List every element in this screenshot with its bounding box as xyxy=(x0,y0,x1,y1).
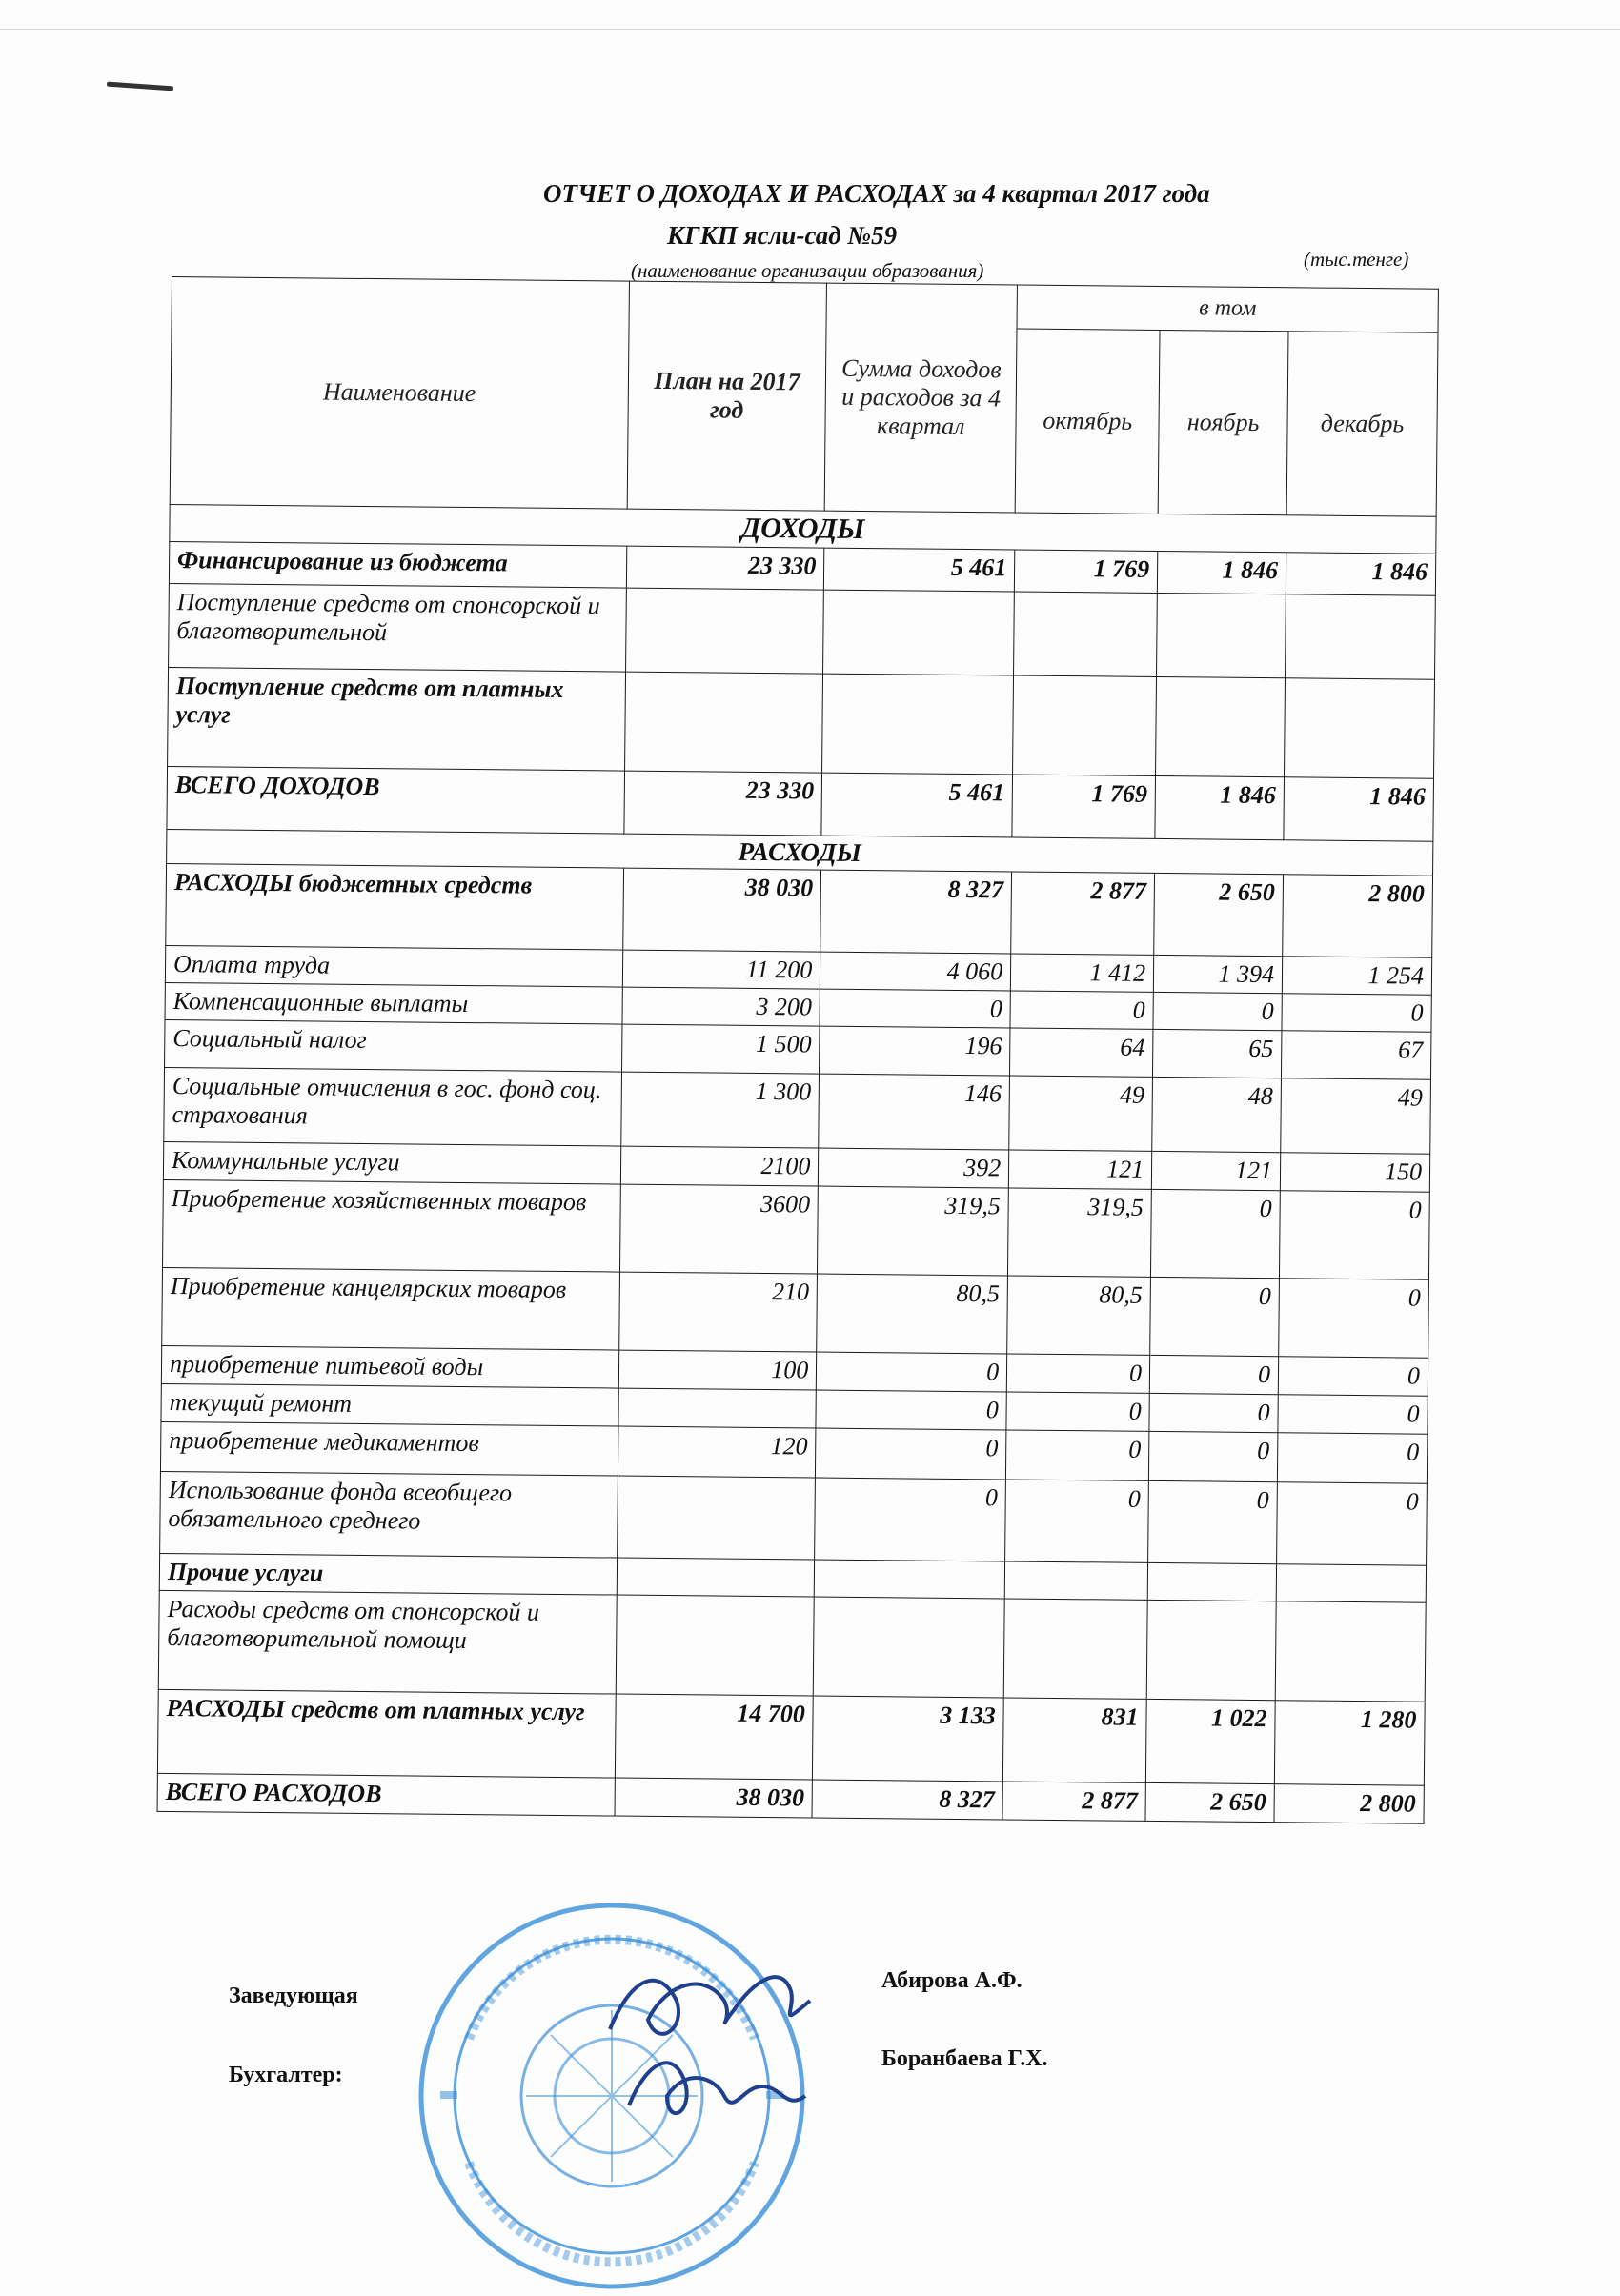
cell-dec: 0 xyxy=(1278,1395,1428,1435)
row-label: приобретение медикаментов xyxy=(160,1421,618,1476)
cell-dec xyxy=(1276,1564,1426,1603)
cell-sum: 146 xyxy=(819,1074,1010,1150)
cell-dec: 2 800 xyxy=(1274,1784,1424,1824)
cell-plan: 11 200 xyxy=(622,950,820,989)
cell-oct: 2 877 xyxy=(1002,1782,1145,1821)
cell-oct: 80,5 xyxy=(1007,1276,1151,1355)
cell-dec: 67 xyxy=(1282,1031,1431,1080)
cell-oct: 319,5 xyxy=(1008,1188,1152,1277)
cell-oct: 121 xyxy=(1009,1150,1152,1189)
cell-oct xyxy=(1014,592,1158,676)
cell-oct: 0 xyxy=(1010,991,1153,1029)
org-caption: (наименование организации образования) xyxy=(631,259,984,282)
table-row xyxy=(166,863,1433,957)
cell-dec: 1 280 xyxy=(1274,1701,1425,1786)
row-label: Расходы средств от спонсорской и благотворительной помощи xyxy=(158,1590,617,1694)
cell-oct: 0 xyxy=(1006,1392,1149,1431)
section-income-title: ДОХОДЫ xyxy=(170,504,1436,554)
table-row xyxy=(160,1471,1428,1565)
cell-dec: 0 xyxy=(1278,1357,1428,1397)
title-line1: ОТЧЕТ О ДОХОДАХ И РАСХОДАХ за 4 квартал 2017 года xyxy=(543,179,1210,208)
cell-sum xyxy=(815,1560,1005,1599)
cell-sum: 0 xyxy=(816,1390,1006,1430)
expense-rows xyxy=(157,863,1432,1823)
cell-plan: 23 330 xyxy=(623,771,821,836)
pen-mark xyxy=(107,82,173,91)
accountant-label: Бухгалтер: xyxy=(229,2063,343,2087)
cell-plan: 3600 xyxy=(619,1184,819,1274)
row-label: Использование фонда всеобщего обязательного среднего xyxy=(160,1471,618,1558)
cell-plan xyxy=(624,672,823,773)
table-row xyxy=(158,1590,1426,1702)
cell-nov: 0 xyxy=(1149,1355,1278,1394)
cell-oct: 0 xyxy=(1005,1480,1149,1562)
cell-sum: 0 xyxy=(816,1428,1006,1480)
section-expenses-title: РАСХОДЫ xyxy=(167,829,1433,876)
row-label: Поступление средств от платных услуг xyxy=(168,667,626,771)
row-label: Оплата труда xyxy=(165,945,622,987)
row-label: ВСЕГО РАСХОДОВ xyxy=(157,1773,615,1816)
cell-dec: 0 xyxy=(1279,1191,1429,1280)
row-label: приобретение питьевой воды xyxy=(161,1345,618,1388)
scan-edge xyxy=(0,29,1620,30)
header-sum: Сумма доходов и расходов за 4 квартал xyxy=(825,283,1018,513)
cell-nov: 0 xyxy=(1149,1393,1278,1432)
table-row xyxy=(162,1267,1429,1358)
cell-nov: 0 xyxy=(1149,1431,1278,1481)
header-dec: декабрь xyxy=(1286,331,1438,516)
cell-dec: 1 254 xyxy=(1282,957,1431,996)
header-nov: ноябрь xyxy=(1158,330,1288,515)
cell-plan: 100 xyxy=(618,1350,817,1390)
signatures-drawing xyxy=(591,1944,820,2163)
cell-oct: 1 769 xyxy=(1015,550,1158,593)
cell-plan: 2100 xyxy=(620,1146,819,1186)
cell-oct xyxy=(1004,1561,1147,1600)
cell-oct: 64 xyxy=(1010,1028,1153,1077)
cell-nov: 48 xyxy=(1152,1077,1282,1152)
row-label: текущий ремонт xyxy=(161,1383,618,1426)
header-plan: План на 2017 год xyxy=(627,281,827,511)
cell-sum: 392 xyxy=(819,1148,1009,1188)
cell-plan: 23 330 xyxy=(626,546,824,590)
cell-nov: 2 650 xyxy=(1145,1782,1274,1822)
header-in-that: в том xyxy=(1017,285,1438,332)
row-label: Приобретение хозяйственных товаров xyxy=(163,1179,620,1272)
cell-nov: 0 xyxy=(1150,1277,1280,1356)
cell-nov: 121 xyxy=(1151,1151,1280,1190)
report-table xyxy=(157,276,1439,1824)
cell-dec: 0 xyxy=(1277,1433,1427,1484)
title-line2: КГКП ясли-сад №59 xyxy=(667,221,898,250)
cell-plan: 1 300 xyxy=(620,1072,820,1148)
cell-oct: 831 xyxy=(1003,1698,1147,1782)
cell-plan: 210 xyxy=(618,1272,818,1352)
cell-dec: 0 xyxy=(1279,1279,1429,1359)
table-row xyxy=(157,1689,1425,1785)
row-label: РАСХОДЫ средств от платных услуг xyxy=(157,1689,615,1778)
income-rows xyxy=(167,541,1436,841)
row-label: Социальные отчисления в гос. фонд соц. страхования xyxy=(164,1067,621,1146)
table-row xyxy=(169,583,1436,679)
cell-sum: 80,5 xyxy=(817,1274,1008,1354)
cell-oct: 0 xyxy=(1006,1354,1149,1393)
cell-sum: 8 327 xyxy=(812,1780,1002,1820)
row-label: Поступление средств от спонсорской и благотворительной xyxy=(169,583,626,672)
cell-plan xyxy=(616,1595,815,1696)
row-label: Приобретение канцелярских товаров xyxy=(162,1267,619,1350)
cell-sum: 0 xyxy=(815,1478,1006,1561)
cell-nov: 1 394 xyxy=(1153,955,1282,993)
table-row xyxy=(163,1179,1430,1279)
cell-nov xyxy=(1157,593,1286,677)
cell-plan: 3 200 xyxy=(622,987,820,1026)
cell-dec xyxy=(1285,678,1435,779)
cell-nov: 1 022 xyxy=(1145,1699,1275,1783)
cell-dec: 150 xyxy=(1280,1153,1429,1193)
cell-nov xyxy=(1156,676,1286,776)
cell-dec xyxy=(1286,594,1436,680)
cell-dec: 49 xyxy=(1281,1078,1431,1155)
cell-dec: 0 xyxy=(1282,994,1431,1033)
cell-oct: 1 769 xyxy=(1012,775,1156,838)
cell-sum: 196 xyxy=(820,1026,1010,1076)
cell-dec: 1 846 xyxy=(1286,553,1435,596)
table-row xyxy=(168,667,1435,778)
cell-oct xyxy=(1003,1599,1147,1699)
cell-nov: 1 846 xyxy=(1155,775,1285,839)
cell-plan xyxy=(625,588,824,674)
cell-oct: 2 877 xyxy=(1011,872,1155,955)
header-name: Наименование xyxy=(170,277,629,510)
row-label: Коммунальные услуги xyxy=(163,1141,620,1184)
cell-plan: 120 xyxy=(618,1426,816,1478)
cell-sum: 8 327 xyxy=(820,870,1012,954)
cell-oct: 49 xyxy=(1009,1076,1153,1151)
row-label: Социальный налог xyxy=(165,1019,622,1072)
cell-nov: 1 846 xyxy=(1157,551,1286,594)
cell-oct: 1 412 xyxy=(1011,954,1154,992)
table-row xyxy=(164,1067,1431,1154)
cell-sum: 3 133 xyxy=(813,1696,1004,1782)
cell-sum: 5 461 xyxy=(821,773,1012,837)
cell-dec: 0 xyxy=(1277,1482,1428,1566)
cell-nov xyxy=(1146,1600,1276,1700)
cell-oct: 0 xyxy=(1006,1430,1149,1480)
cell-dec: 2 800 xyxy=(1283,875,1433,958)
accountant-name: Боранбаева Г.Х. xyxy=(881,2046,1048,2071)
cell-plan xyxy=(618,1388,817,1428)
head-name: Абирова А.Ф. xyxy=(881,1968,1023,1993)
row-label: РАСХОДЫ бюджетных средств xyxy=(166,863,623,950)
cell-sum: 0 xyxy=(820,989,1010,1028)
cell-sum: 4 060 xyxy=(820,952,1011,991)
cell-plan: 38 030 xyxy=(615,1778,813,1818)
cell-sum xyxy=(822,674,1014,775)
header-oct: октябрь xyxy=(1015,329,1160,514)
cell-dec: 1 846 xyxy=(1284,777,1434,842)
head-label: Заведующая xyxy=(229,1984,358,2008)
row-label: Финансирование из бюджета xyxy=(169,541,626,588)
cell-nov: 65 xyxy=(1153,1029,1282,1078)
row-label: Прочие услуги xyxy=(159,1553,617,1595)
cell-sum xyxy=(814,1597,1005,1698)
cell-oct xyxy=(1013,675,1157,775)
cell-nov: 0 xyxy=(1151,1189,1281,1278)
cell-plan: 38 030 xyxy=(622,868,821,952)
cell-nov: 2 650 xyxy=(1154,873,1284,956)
row-label: Компенсационные выплаты xyxy=(165,982,622,1024)
row-label: ВСЕГО ДОХОДОВ xyxy=(167,766,624,834)
cell-sum: 0 xyxy=(817,1352,1007,1392)
cell-sum: 5 461 xyxy=(824,548,1015,592)
cell-plan: 1 500 xyxy=(621,1024,820,1074)
cell-nov: 0 xyxy=(1153,992,1282,1030)
cell-sum: 319,5 xyxy=(818,1186,1009,1276)
cell-nov: 0 xyxy=(1148,1480,1278,1563)
cell-plan xyxy=(617,1558,815,1597)
cell-dec xyxy=(1275,1601,1426,1702)
cell-sum xyxy=(823,590,1015,675)
cell-plan: 14 700 xyxy=(615,1694,814,1780)
cell-nov xyxy=(1147,1562,1276,1601)
units-label: (тыс.тенге) xyxy=(1304,248,1409,271)
cell-plan xyxy=(617,1476,816,1560)
